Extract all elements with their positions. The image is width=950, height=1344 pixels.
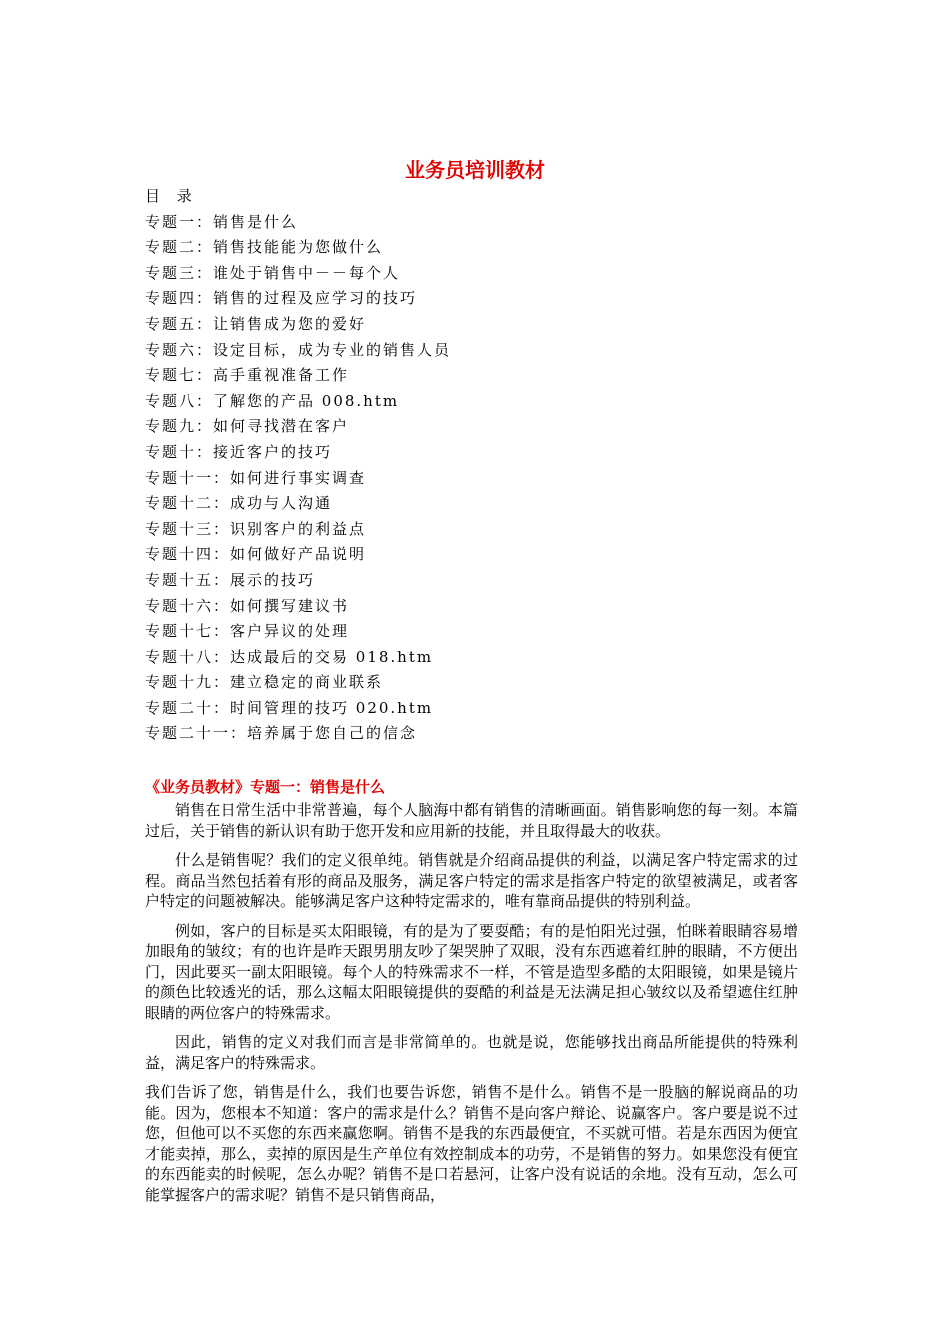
toc-item: 专题十五：展示的技巧	[145, 570, 316, 589]
document-title: 业务员培训教材	[405, 158, 545, 182]
toc-item: 专题十二：成功与人沟通	[145, 494, 333, 513]
toc-item: 专题十六：如何撰写建议书	[145, 596, 350, 615]
toc-item: 专题一：销售是什么	[145, 212, 299, 231]
toc-item: 专题九：如何寻找潜在客户	[145, 417, 350, 436]
paragraph: 什么是销售呢？我们的定义很单纯。销售就是介绍商品提供的利益，以满足客户特定需求的过程。商品当然包括着有形的商品及服务，满足客户特定的需求是指客户特定的欲望被满足，或者客户特定的问题被解决。能够满足客户这种特定需求的，唯有靠商品提供的特别利益。	[145, 851, 798, 910]
toc-item: 专题七：高手重视准备工作	[145, 366, 350, 385]
toc-item: 专题十九：建立稳定的商业联系	[145, 673, 384, 692]
toc-item: 专题二：销售技能能为您做什么	[145, 238, 384, 257]
paragraph: 例如，客户的目标是买太阳眼镜，有的是为了要耍酷；有的是怕阳光过强，怕眯着眼睛容易增加眼角的皱纹；有的也许是昨天跟男朋友吵了架哭肿了双眼，没有东西遮着红肿的眼睛，不方便出门，因此要买一副太阳眼镜。每个人的特殊需求不一样，不管是造型多酷的太阳眼镜，如果是镜片的颜色比较透光的话，那么这幅太阳眼镜提供的耍酷的利益是无法满足担心皱纹以及希望遮住红肿眼睛的两位客户的特殊需求。	[145, 921, 798, 1022]
table-of-contents	[145, 184, 825, 747]
toc-item: 专题十七：客户异议的处理	[145, 622, 350, 641]
paragraph: 我们告诉了您，销售是什么，我们也要告诉您，销售不是什么。销售不是一股脑的解说商品的功能。因为，您根本不知道：客户的需求是什么？销售不是向客户辩论、说赢客户。客户要是说不过您，但他可以不买您的东西来赢您啊。销售不是我的东西最便宜，不买就可惜。若是东西因为便宜才能卖掉，那么，卖掉的原因是生产单位有效控制成本的功劳，不是销售的努力。如果您没有便宜的东西能卖的时候呢，怎么办呢？销售不是口若悬河，让客户没有说话的余地。没有互动，怎么可能掌握客户的需求呢？销售不是只销售商品，	[145, 1083, 798, 1204]
toc-item: 专题十八：达成最后的交易 018.htm	[145, 647, 434, 666]
toc-item: 专题十四：如何做好产品说明	[145, 545, 367, 564]
toc-heading: 目 录	[145, 187, 198, 205]
paragraph: 销售在日常生活中非常普遍，每个人脑海中都有销售的清晰画面。销售影响您的每一刻。本篇过后，关于销售的新认识有助于您开发和应用新的技能，并且取得最大的收获。	[145, 801, 798, 840]
toc-item: 专题四：销售的过程及应学习的技巧	[145, 289, 418, 308]
toc-item: 专题十三：识别客户的利益点	[145, 519, 367, 538]
body-text	[145, 800, 798, 1214]
toc-item: 专题二十一：培养属于您自己的信念	[145, 724, 418, 743]
paragraph: 因此，销售的定义对我们而言是非常简单的。也就是说，您能够找出商品所能提供的特殊利益，满足客户的特殊需求。	[145, 1033, 798, 1072]
toc-item: 专题十一：如何进行事实调查	[145, 468, 367, 487]
toc-item: 专题二十：时间管理的技巧 020.htm	[145, 698, 434, 717]
toc-item: 专题五：让销售成为您的爱好	[145, 314, 367, 333]
section-title: 《业务员教材》专题一：销售是什么	[145, 778, 386, 796]
toc-item: 专题三：谁处于销售中－－每个人	[145, 263, 401, 282]
toc-item: 专题十：接近客户的技巧	[145, 442, 333, 461]
toc-item: 专题八：了解您的产品 008.htm	[145, 391, 400, 410]
toc-item: 专题六：设定目标，成为专业的销售人员	[145, 340, 452, 359]
